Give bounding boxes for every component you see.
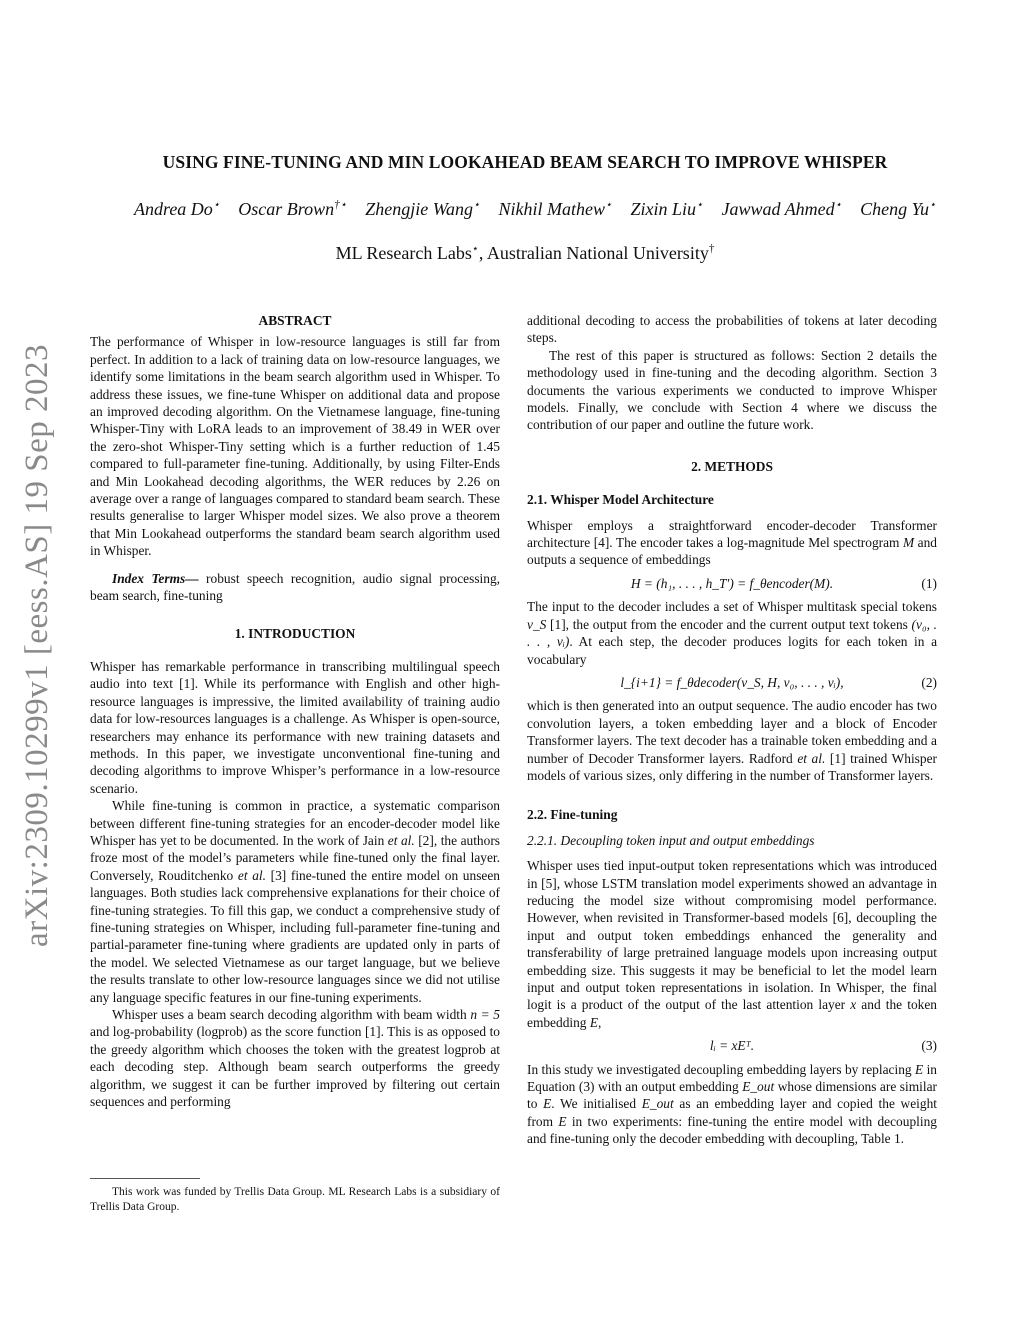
footnote (90, 1178, 500, 1214)
arxiv-id-text: arXiv:2309.10299v1 [eess.AS] 19 Sep 2023 (18, 343, 55, 947)
equation-1 (527, 575, 937, 592)
architecture-paragraph-1: Whisper employs a straightforward encoder-decoder Transformer architecture [4]. The encoder takes a log-magnitude Mel spectrogram M and outputs a sequence of embeddings (527, 517, 937, 568)
author: Zixin Liu⋆ (630, 199, 704, 219)
affiliation: ML Research Labs⋆, Australian National University† (335, 243, 715, 263)
intro-continuation: additional decoding to access the probabilities of tokens at later decoding steps. (527, 313, 937, 346)
equation-3-number: (3) (921, 1038, 937, 1054)
architecture-paragraph-3: which is then generated into an output sequence. The audio encoder has two convolution layers, a token embedding layer and a block of Encoder Transformer layers. The text decoder has a trainable token embedding and a number of Decoder Transformer layers. Radford et al. [1] trained Whisper models of various sizes, only differing in the number of Transformer layers. (527, 698, 937, 783)
footnote-rule (90, 1178, 200, 1179)
author: Zhengjie Wang⋆ (365, 199, 481, 219)
author: Jawwad Ahmed⋆ (721, 199, 842, 219)
equation-3 (527, 1037, 937, 1054)
finetuning-paragraph-2: In this study we investigated decoupling embedding layers by replacing E in Equation (3) with an output embedding E_out whose dimensions are similar to E. We initialised E_out as an embedding layer and copied the weight from E in two experiments: fine-tuning the entire model with decoupling and fine-tuning only the decoder embedding with decoupling, Table 1. (527, 1061, 938, 1147)
intro-paragraph-4: The rest of this paper is structured as follows: Section 2 details the methodology used in fine-tuning and the decoding algorithm. Section 3 documents the various experiments we conducted to improve Whisper models. Finally, we conclude with Section 4 where we discuss the contribution of our paper and outline the future work. (527, 347, 937, 433)
abstract-heading: ABSTRACT (258, 313, 332, 328)
intro-paragraph-1: Whisper has remarkable performance in transcribing multilingual speech audio into text [1]. While its performance with English and other high-resource languages is impressive, the limited availability of training audio data for low-resources languages is a challenge. As Whisper is open-source, researchers may enhance its performance with new training datasets and methods. In this paper, we investigate unconventional fine-tuning and decoding algorithms to improve Whisper’s performance in a low-resource scenario. (90, 658, 500, 796)
equation-1-body: H = (h₁, . . . , h_T′) = f_θencoder(M). (630, 575, 834, 591)
author: Nikhil Mathew⋆ (498, 199, 613, 219)
author: Andrea Do⋆ (133, 199, 220, 219)
intro-heading: 1. INTRODUCTION (234, 625, 356, 641)
author: Oscar Brown†⋆ (238, 199, 347, 219)
subsection-2-1-heading: 2.1. Whisper Model Architecture (527, 492, 714, 508)
subsection-2-2-heading: 2.2. Fine-tuning (527, 807, 618, 823)
equation-1-number: (1) (921, 575, 937, 591)
methods-heading: 2. METHODS (691, 458, 773, 474)
abstract-text: The performance of Whisper in low-resource languages is still far from perfect. In addition to a lack of training data on low-resource languages, we identify some limitations in the beam search algorithm used in Whisper. To address these issues, we fine-tune Whisper on additional data and propose an improved decoding algorithm. On the Vietnamese language, fine-tuning Whisper-Tiny with LoRA leads to an improvement of 38.49 in WER over the zero-shot Whisper-Tiny setting which is a further reduction of 1.45 compared to full-parameter fine-tuning. Additionally, by using Filter-Ends and Min Lookahead decoding algorithms, the WER reduces by 2.26 on average over a range of languages compared to standard beam search. These results generalise to larger Whisper model sizes. We also prove a theorem that Min Lookahead outperforms the standard beam search algorithm used in Whisper. (90, 334, 500, 559)
equation-3-body: lᵢ = xEᵀ. (709, 1038, 755, 1054)
finetuning-paragraph-1: Whisper uses tied input-output token representations which was introduced in [5], whose LSTM translation model experiments showed an advantage in reducing the model size without compromising model performance. However, when revisited in Transformer-based models [6], decoupling the input and output token embeddings enhanced the generality and transferability of large pretrained language models upon increasing output embedding size. This suggests it may be beneficial to let the model learn input and output token representations in isolation. In Whisper, the final logit is a product of the output of the last attention layer x and the token embedding E, (527, 858, 937, 1030)
equation-2-body: l_{i+1} = f_θdecoder(v_S, H, v₀, . . . , vᵢ), (620, 674, 844, 690)
architecture-paragraph-2: The input to the decoder includes a set of Whisper multitask special tokens v_S [1], the output from the encoder and the current output text tokens (v₀, . . . , vᵢ). At each step, the decoder produces logits for each token in a vocabulary (527, 599, 938, 667)
author: Cheng Yu⋆ (860, 199, 937, 219)
equation-2 (527, 674, 937, 691)
arxiv-side-stamp (2, 330, 72, 960)
left-column (90, 312, 500, 1110)
intro-paragraph-3: Whisper uses a beam search decoding algorithm with beam width n = 5 and log-probability (logprob) as the score function [1]. This is as opposed to the greedy algorithm which chooses the token with the greatest logprob at each decoding step. Although beam search outperforms the greedy algorithm, we suggest it can be further improved by filtering out certain sequences and performing (90, 1007, 500, 1110)
author-list (60, 199, 1010, 220)
paper-title: USING FINE-TUNING AND MIN LOOKAHEAD BEAM SEARCH TO IMPROVE WHISPER (162, 152, 888, 172)
equation-2-number: (2) (921, 674, 937, 690)
right-column (527, 312, 937, 1148)
index-terms: Index Terms— robust speech recognition, audio signal processing, beam search, fine-tuning (90, 570, 500, 604)
footnote-text: This work was funded by Trellis Data Group. ML Research Labs is a subsidiary of Trellis Data Group. (90, 1186, 500, 1213)
intro-paragraph-2: While fine-tuning is common in practice, a systematic comparison between different fine-tuning strategies for an encoder-decoder model like Whisper has yet to be documented. In the work of Jain et al. [2], the authors froze most of the model’s parameters while fine-tuned only the final layer. Conversely, Rouditchenko et al. [3] fine-tuned the entire model on unseen languages. Both studies lack comprehensive explanations for their choice of fine-tuning strategies. To fill this gap, we conduct a comprehensive study of fine-tuning strategies on Whisper, including full-parameter fine-tuning and partial-parameter fine-tuning where gradients are updated only in parts of the model. We selected Vietnamese as our target language, but we believe the results translate to other low-resource languages since we did not utilise any language specific features in our fine-tuning experiments. (90, 798, 500, 1005)
subsection-2-2-1-heading: 2.2.1. Decoupling token input and output embeddings (527, 832, 815, 848)
